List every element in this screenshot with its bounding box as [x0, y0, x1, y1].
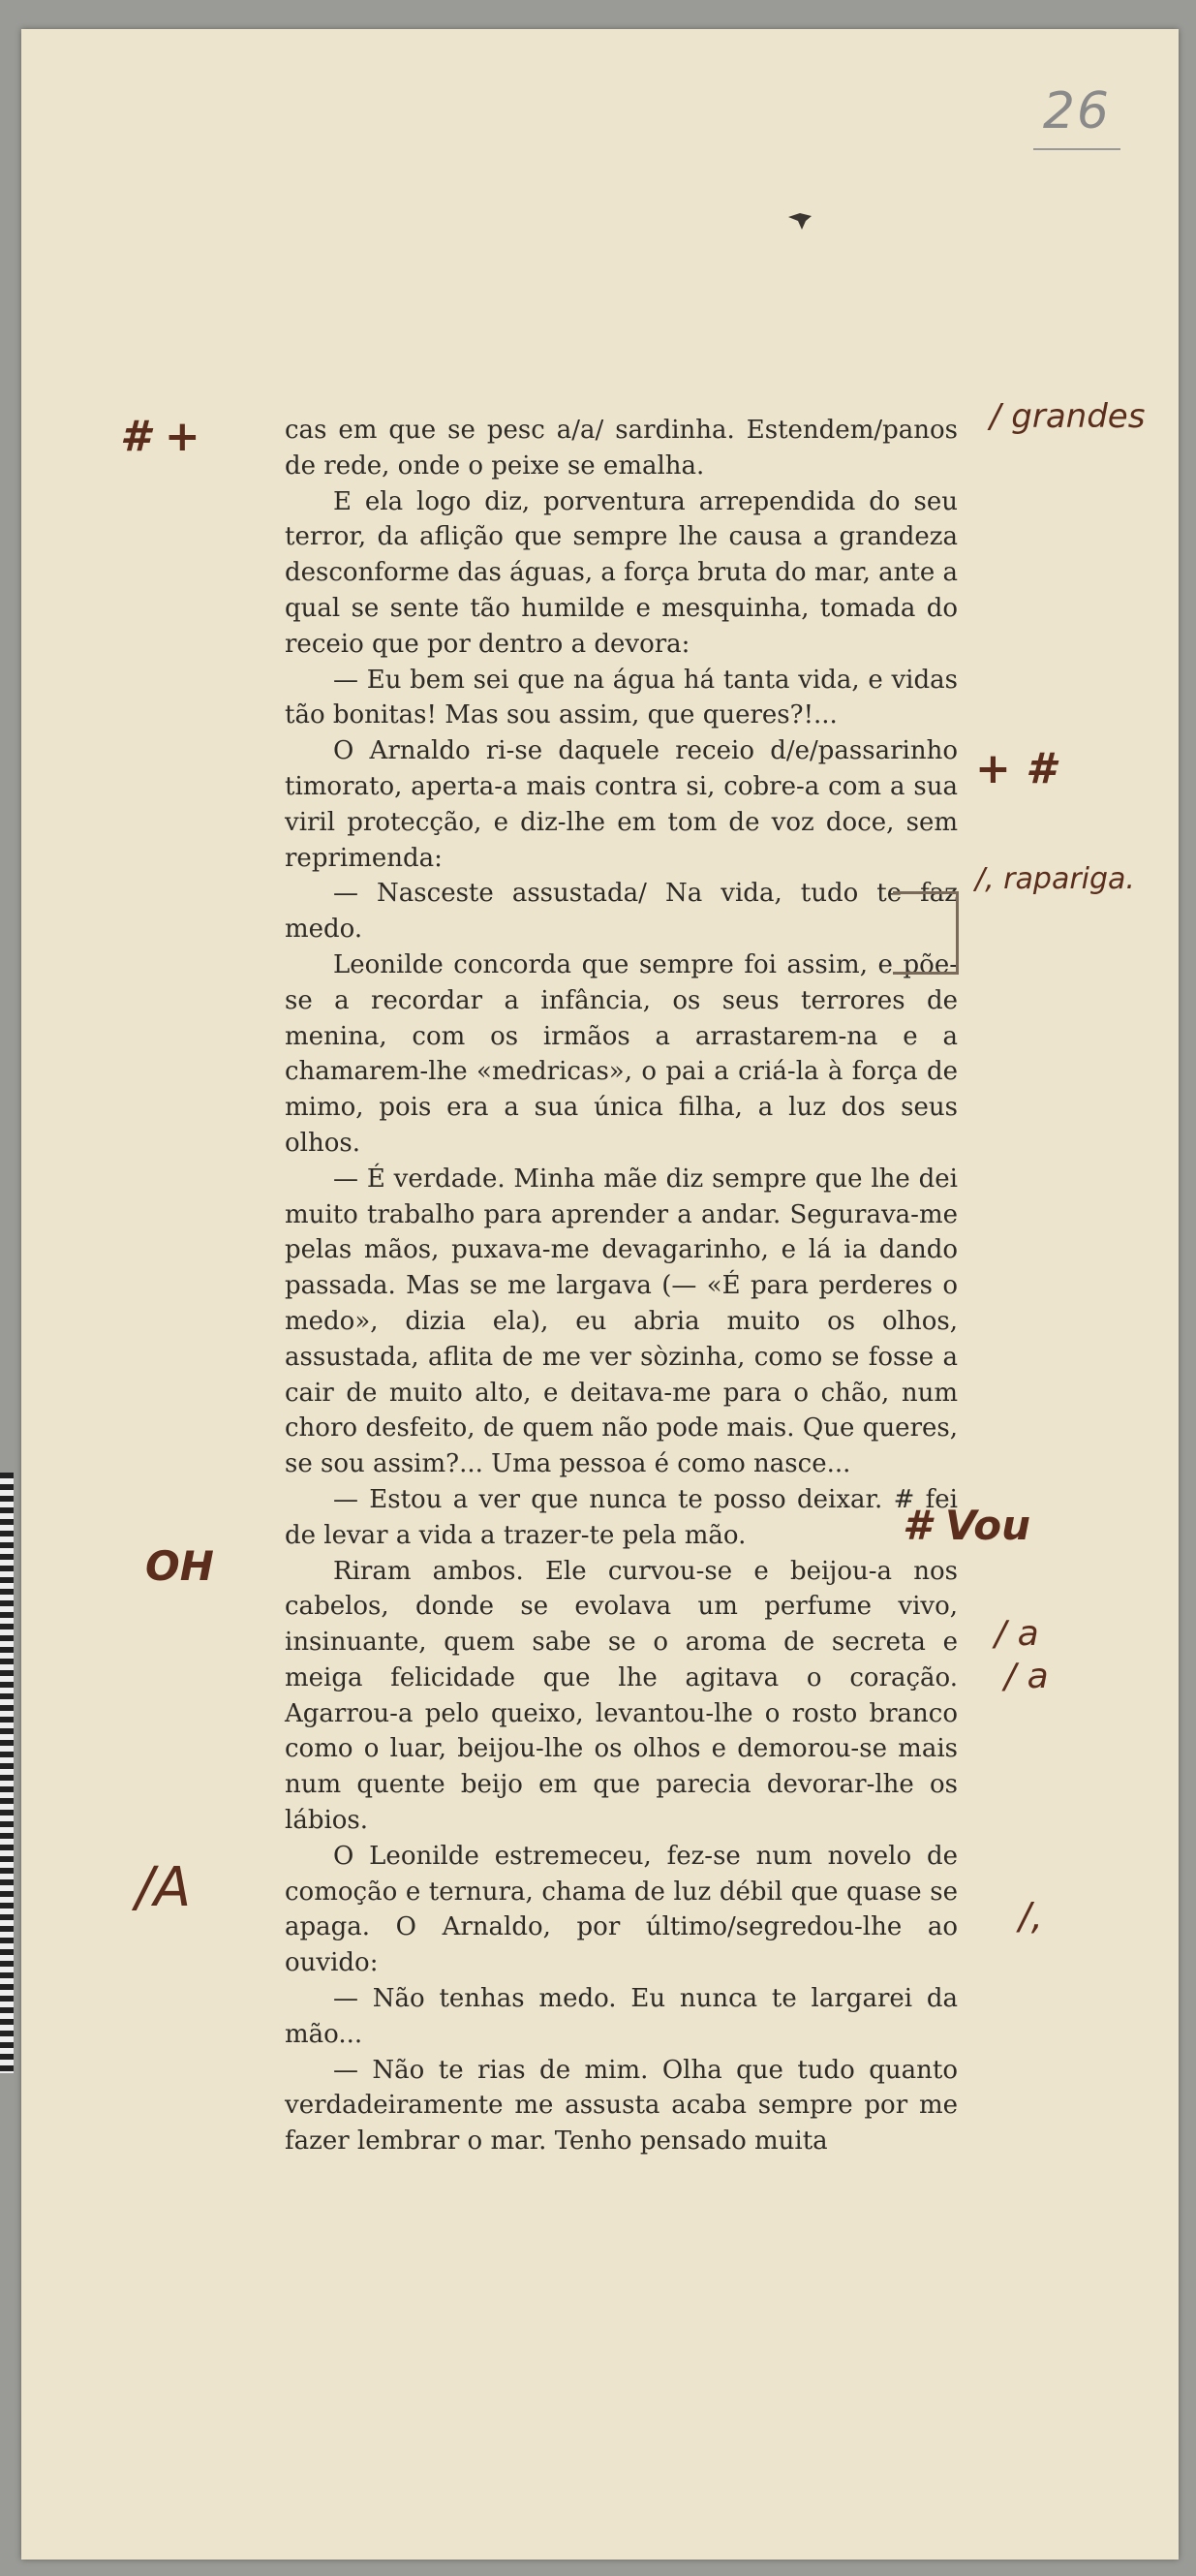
margin-note-right-comma: /, — [1019, 1895, 1043, 1938]
margin-note-right-a-1: / a — [995, 1614, 1039, 1654]
paragraph: cas em que se pesc a/a/ sardinha. Estendem/panos de rede, onde o peixe se emalha. — [285, 416, 958, 481]
paragraph: — É verdade. Minha mãe diz sempre que lhe dei muito trabalho para aprender a andar. Segurava-me pelas mãos, puxava-me devagarinho, e lá ia dando passada. Mas se me largava (— «É para perderes o medo», dizia ela), eu abria muito os olhos, assustada, aflita de me ver sòzinha, como se fosse a cair de muito alto, e deitava-me para o chão, num choro desfeito, de quem não pode mais. Que queres, se sou assim?... Uma pessoa é como nasce... — [285, 1164, 958, 1479]
paragraph: — Eu bem sei que na água há tanta vida, e vidas tão bonitas! Mas sou assim, que queres?!... — [285, 665, 958, 730]
page-folio-number: 26 — [1033, 82, 1120, 150]
ink-blot-mark — [786, 211, 813, 231]
paragraph: — Nasceste assustada/ Na vida, tudo te faz medo. — [285, 879, 958, 945]
paragraph: — Não tenhas medo. Eu nunca te largarei da mão... — [285, 1984, 958, 2049]
margin-note-left-3: /A — [136, 1856, 192, 1919]
margin-note-right-vou: # Vou — [903, 1502, 1031, 1549]
paragraph: O Leonilde estremeceu, fez-se num novelo de comoção e ternura, chama de luz débil que quase se apaga. O Arnaldo, por último/segredou-lhe ao ouvido: — [285, 1841, 958, 1978]
margin-note-right-grandes: / grandes — [990, 397, 1146, 436]
paragraph: O Arnaldo ri-se daquele receio d/e/passarinho timorato, aperta-a mais contra si, cobre-a com a sua viril protecção, e diz-lhe em tom de voz doce, sem reprimenda: — [285, 736, 958, 873]
margin-note-right-rapariga — [975, 862, 1135, 896]
margin-note-right-a-2: / a — [1004, 1657, 1049, 1696]
margin-note-left-2: ОН — [145, 1542, 214, 1590]
margin-note-right-2: + # — [975, 744, 1056, 793]
paragraph: Riram ambos. Ele curvou-se e beijou-a nos cabelos, donde se evolava um perfume vivo, insinuante, quem sabe se o aroma de secreta e meiga felicidade que lhe agitava o coração. Agarrou-a pelo queixo, levantou-lhe o rosto branco como o luar, beijou-lhe os olhos e demorou-se mais num quente beijo em que parecia devorar-lhe os lábios. — [285, 1556, 958, 1836]
paragraph: — Estou a ver que nunca te posso deixar. # fei de levar a vida a trazer-te pela mão. — [285, 1484, 958, 1550]
margin-note-left-1: # + — [120, 412, 200, 461]
scan-edge-strip — [0, 1473, 14, 2073]
paragraph: E ela logo diz, porventura arrependida do seu terror, da aflição que sempre lhe causa a grandeza desconforme das águas, a força bruta do mar, ante a qual se sente tão humilde e mesquinha, tomada do receio que por dentro a devora: — [285, 486, 958, 659]
editor-bracket-mark — [893, 891, 959, 975]
paragraph: — Não te rias de mim. Olha que tudo quanto verdadeiramente me assusta acaba sempre por me fazer lembrar o mar. Tenho pensado muita — [285, 2055, 958, 2157]
margin-note-rapariga-text: /, rapariga. — [975, 862, 1135, 896]
paragraph: Leonilde concorda que sempre foi assim, e põe-se a recordar a infância, os seus terrores de menina, com os irmãos a arrastarem-na e a chamarem-lhe «medricas», o pai a criá-la à força de mimo, pois era a sua única filha, a luz dos seus olhos. — [285, 949, 958, 1158]
typed-text-body — [285, 413, 958, 2159]
manuscript-page — [21, 29, 1179, 2560]
